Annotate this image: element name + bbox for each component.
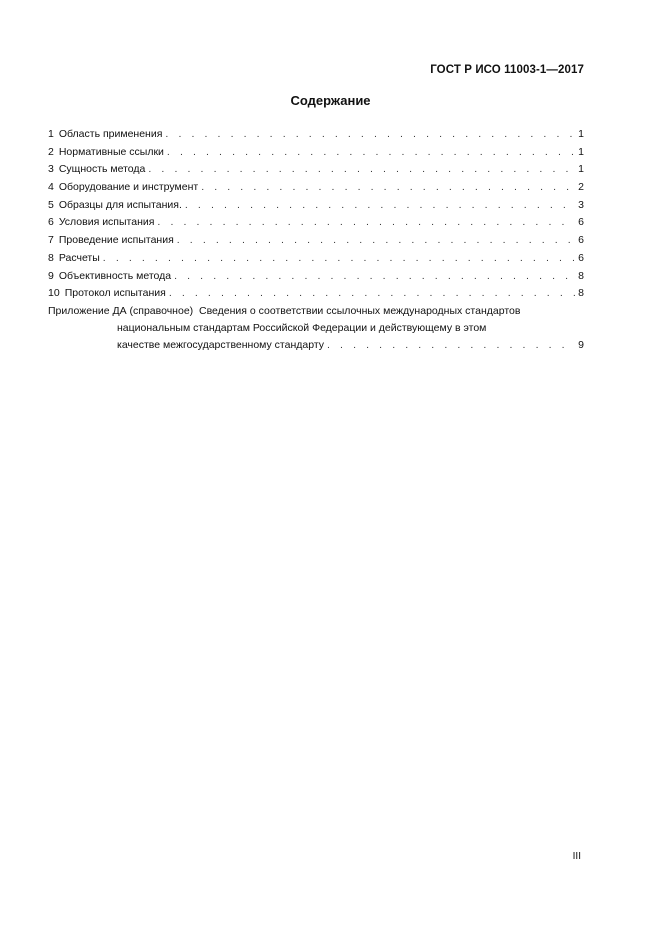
toc-entry-label: Условия испытания [58, 216, 155, 229]
toc-dot-leader [177, 232, 575, 250]
appendix-last-line [48, 337, 584, 354]
toc-entry[interactable] [48, 126, 584, 144]
toc-entry-number: 1 [48, 128, 54, 140]
toc-entry[interactable] [48, 232, 584, 250]
appendix-page: 9 [578, 339, 584, 351]
toc-entry-number: 8 [48, 251, 54, 264]
appendix-prefix: Приложение ДА (справочное) [48, 305, 194, 317]
toc-entry-page: 6 [578, 216, 584, 229]
toc-dot-leader [327, 337, 575, 354]
toc-entry-number: 6 [48, 216, 54, 229]
toc-entry[interactable] [48, 161, 584, 179]
toc-title: Содержание [290, 93, 371, 108]
toc-dot-leader [169, 285, 575, 303]
toc-entry-page: 6 [578, 234, 584, 247]
toc-entry[interactable] [48, 268, 584, 286]
appendix-title-line-2: национальным стандартам Российской Федерации и действующему в этом [117, 322, 487, 334]
toc-entry-page: 8 [578, 269, 584, 282]
toc-entry-label: Расчеты [58, 251, 100, 264]
toc-appendix-entry[interactable] [48, 303, 584, 354]
toc-entry-page: 1 [578, 145, 584, 158]
toc-dot-leader [165, 126, 575, 144]
toc-entry-label: Протокол испытания [64, 287, 166, 300]
toc-entry-page: 8 [578, 287, 584, 300]
toc-entry-number: 9 [48, 269, 54, 282]
toc-entry-number: 2 [48, 145, 54, 158]
toc-entry[interactable] [48, 214, 584, 232]
toc-entry-label: Объективность метода [58, 269, 172, 282]
toc-entry-number: 10 [48, 287, 60, 300]
appendix-title-line-3: качестве межгосударственному стандарту [117, 339, 325, 351]
toc-entry-number: 7 [48, 234, 54, 247]
toc-entry[interactable] [48, 144, 584, 162]
toc-entry-page: 1 [578, 128, 584, 140]
toc-entry-page: 3 [578, 198, 584, 211]
page-number: III [572, 851, 581, 862]
appendix-title-line-1: Сведения о соответствии ссылочных международных стандартов [199, 305, 521, 317]
toc-entry-label: Проведение испытания [58, 234, 174, 247]
toc-list [48, 126, 584, 303]
toc-dot-leader [201, 179, 575, 197]
toc-entry[interactable] [48, 179, 584, 197]
toc-entry-page: 2 [578, 181, 584, 194]
toc-entry[interactable] [48, 250, 584, 268]
toc-dot-leader [148, 161, 575, 179]
toc-entry-page: 6 [578, 251, 584, 264]
document-standard-code: ГОСТ Р ИСО 11003-1—2017 [430, 64, 584, 76]
toc-entry[interactable] [48, 285, 584, 303]
toc-entry-page: 1 [578, 163, 584, 176]
toc-entry-number: 5 [48, 198, 54, 211]
toc-entry-label: Оборудование и инструмент [58, 181, 199, 194]
toc-entry-label: Область применения [58, 128, 163, 140]
toc-entry-label: Образцы для испытания. [58, 198, 182, 211]
toc-dot-leader [185, 197, 575, 215]
toc-dot-leader [174, 268, 575, 286]
toc-entry-number: 3 [48, 163, 54, 176]
toc-dot-leader [103, 250, 575, 268]
toc-entry-label: Нормативные ссылки [58, 145, 164, 158]
toc-entry-label: Сущность метода [58, 163, 146, 176]
toc-entry-number: 4 [48, 181, 54, 194]
toc-entry[interactable] [48, 197, 584, 215]
appendix-first-line [48, 303, 584, 320]
toc-dot-leader [157, 214, 575, 232]
toc-dot-leader [167, 144, 575, 162]
